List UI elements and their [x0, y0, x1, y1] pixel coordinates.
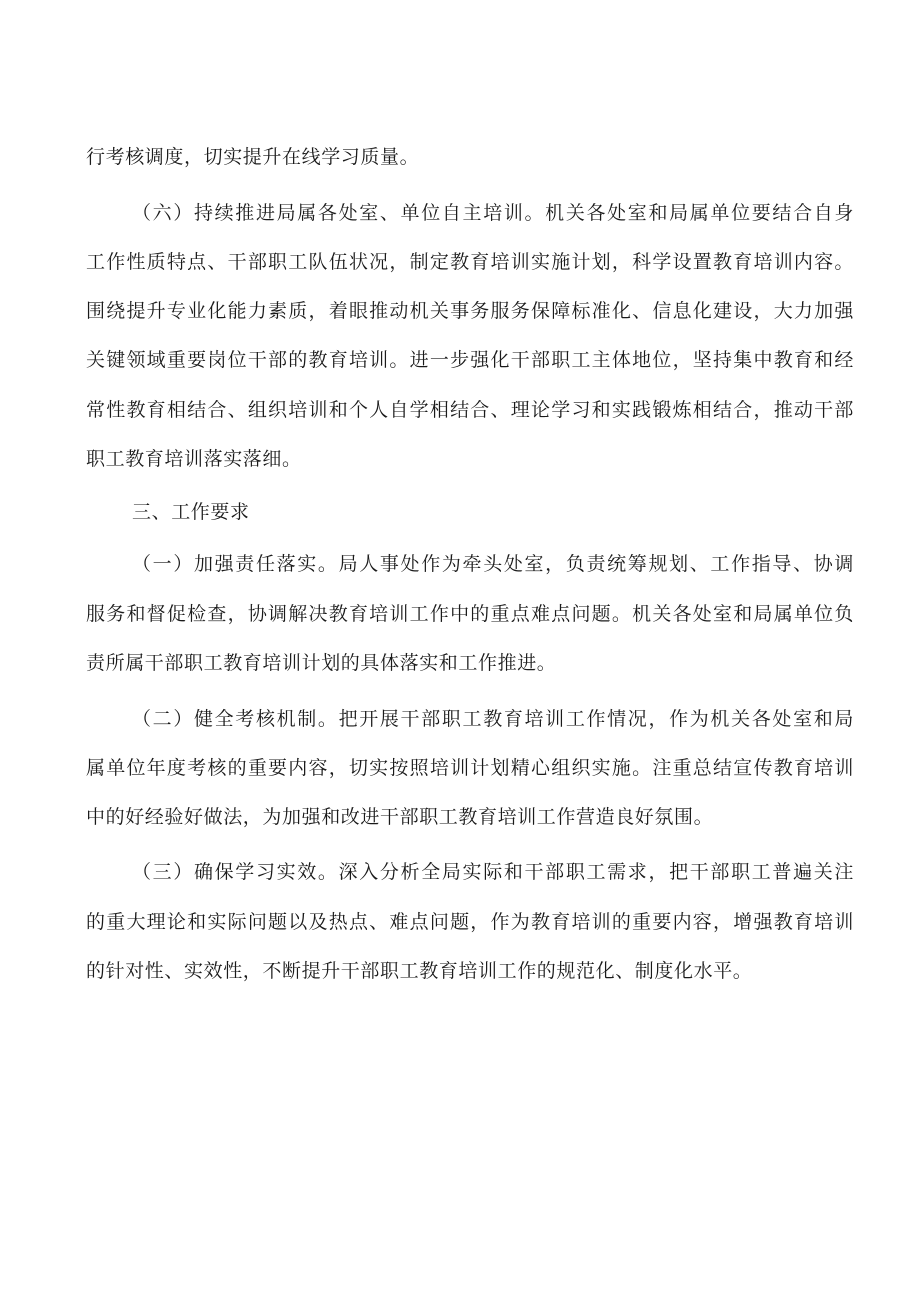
requirement-one-line: （一）加强责任落实。局人事处作为牵头处室，负责统筹规划、工作指导、协调 [132, 553, 854, 575]
text-line: 职工教育培训落实落细。 [86, 448, 302, 470]
text-line: 责所属干部职工教育培训计划的具体落实和工作推进。 [86, 652, 557, 674]
text-line: 的针对性、实效性，不断提升干部职工教育培训工作的规范化、制度化水平。 [86, 960, 753, 982]
paragraph-six-line: （六）持续推进局属各处室、单位自主培训。机关各处室和局属单位要结合自身 [132, 202, 854, 224]
text-line: 工作性质特点、干部职工队伍状况，制定教育培训实施计划，科学设置教育培训内容。 [86, 251, 854, 273]
text-line: 常性教育相结合、组织培训和个人自学相结合、理论学习和实践锻炼相结合，推动干部 [86, 399, 854, 421]
text-line: 关键领域重要岗位干部的教育培训。进一步强化干部职工主体地位，坚持集中教育和经 [86, 349, 854, 371]
requirement-three-line: （三）确保学习实效。深入分析全局实际和干部职工需求，把干部职工普遍关注 [132, 861, 854, 883]
text-line: 的重大理论和实际问题以及热点、难点问题，作为教育培训的重要内容，增强教育培训 [86, 911, 854, 933]
text-line: 中的好经验好做法，为加强和改进干部职工教育培训工作营造良好氛围。 [86, 806, 714, 828]
requirement-two-line: （二）健全考核机制。把开展干部职工教育培训工作情况，作为机关各处室和局 [132, 708, 854, 730]
text-line: 属单位年度考核的重要内容，切实按照培训计划精心组织实施。注重总结宣传教育培训 [86, 757, 854, 779]
section-heading: 三、工作要求 [132, 501, 250, 523]
text-line: 服务和督促检查，协调解决教育培训工作中的重点难点问题。机关各处室和局属单位负 [86, 603, 854, 625]
text-line: 围绕提升专业化能力素质，着眼推动机关事务服务保障标准化、信息化建设，大力加强 [86, 300, 854, 322]
text-line: 行考核调度，切实提升在线学习质量。 [86, 146, 420, 168]
